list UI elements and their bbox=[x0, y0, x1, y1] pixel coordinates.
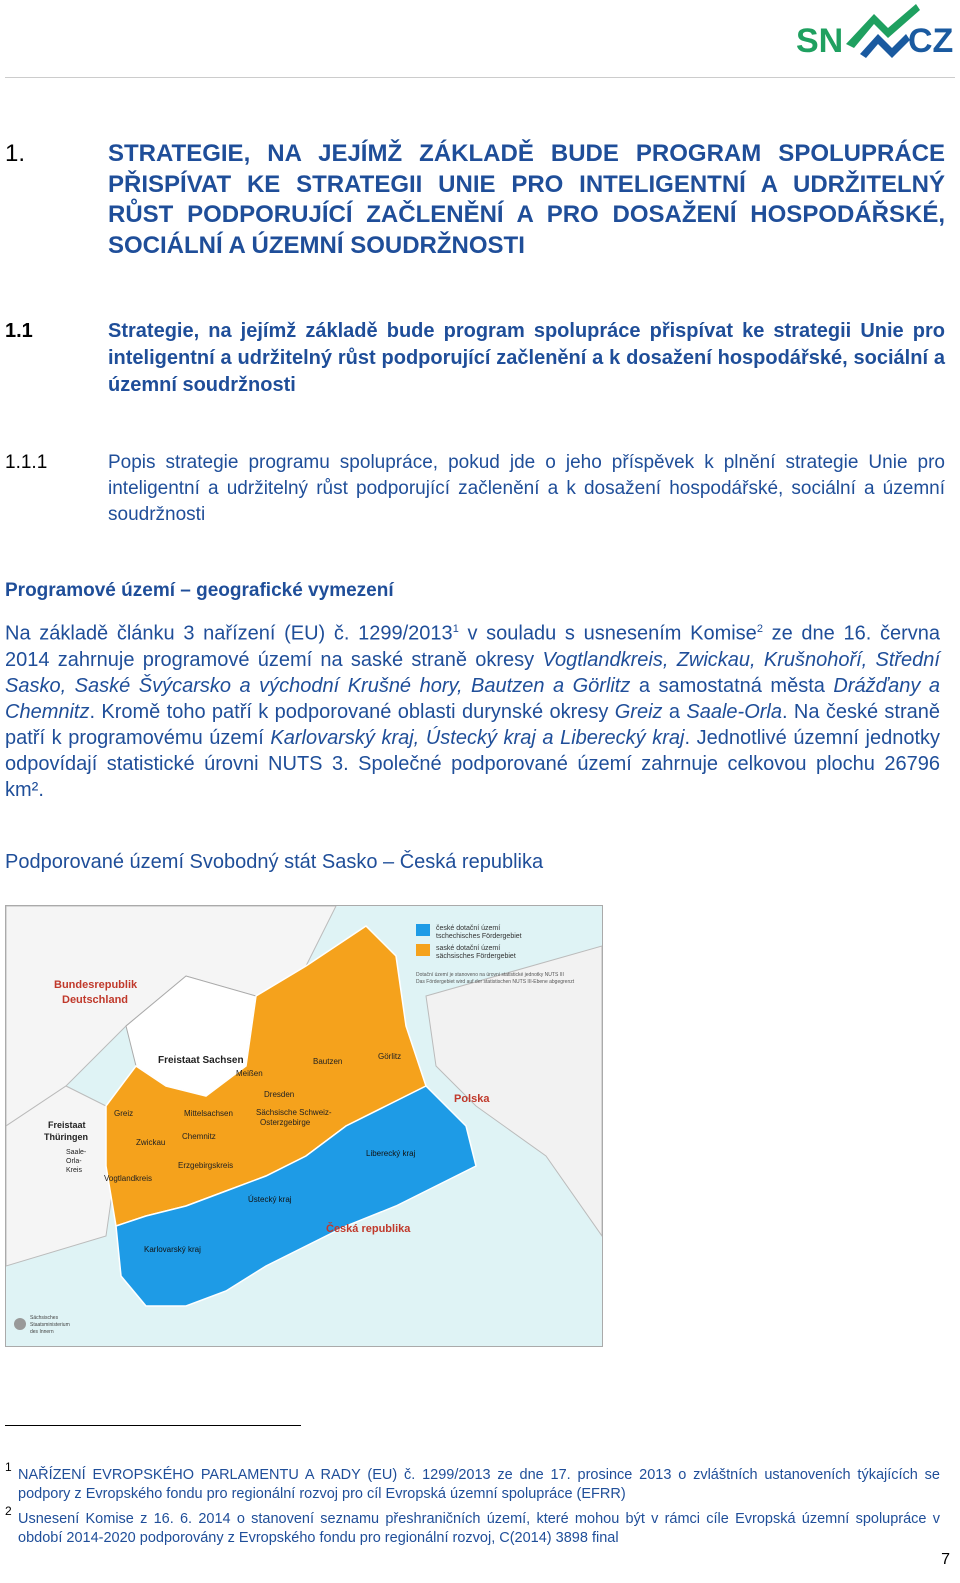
footnote-1 bbox=[5, 1460, 940, 1504]
map-credit-2: Staatsministerium bbox=[30, 1322, 70, 1328]
label-bautzen: Bautzen bbox=[313, 1057, 343, 1066]
heading-level-3 bbox=[5, 450, 945, 528]
program-area-map bbox=[5, 905, 603, 1347]
label-ustecky-kraj: Ústecký kraj bbox=[248, 1195, 292, 1204]
footnote-2 bbox=[5, 1504, 940, 1548]
footnote-ref-1[interactable]: 1 bbox=[452, 623, 459, 635]
para-text-2: v souladu s usnesením Komise bbox=[458, 622, 757, 645]
legend-note-cz: Dotační území je stanoveno na úrovni statistické jednotky NUTS III bbox=[416, 972, 564, 978]
legend-saxon-label-de: sächsisches Fördergebiet bbox=[436, 953, 516, 960]
label-czech-republic: Česká republika bbox=[326, 1223, 411, 1235]
heading-3-number: 1.1.1 bbox=[5, 452, 48, 473]
map-credit-1: Sächsisches bbox=[30, 1315, 59, 1321]
footnote-1-mark: 1 bbox=[5, 1460, 12, 1474]
para-text-4: a samostatná města bbox=[630, 674, 834, 697]
para-text-8: . Jednotlivé územní jednotky odpovídají statistické úrovni NUTS 3. Společné podporované území zahrnuje celkovou plochu 26796 km². bbox=[5, 726, 940, 801]
footnote-ref-2[interactable]: 2 bbox=[756, 623, 763, 635]
heading-2-text: Strategie, na jejímž základě bude program spolupráce přispívat ke strategii Unie pro inteligentní a udržitelný růst podporující začlenění a k dosažení hospodářské, sociální a územní soudržnosti bbox=[108, 320, 945, 396]
para-cities: Drážďany a Chemnitz bbox=[5, 674, 940, 723]
label-germany-1: Bundesrepublik bbox=[54, 979, 138, 991]
snc-logo bbox=[796, 4, 956, 66]
label-dresden: Dresden bbox=[264, 1090, 295, 1099]
legend-note-de: Das Fördergebiet wird auf der statistischen NUTS III-Ebene abgegrenzt bbox=[416, 979, 575, 985]
label-germany-2: Deutschland bbox=[62, 994, 129, 1006]
logo-sn-text: SN bbox=[796, 22, 844, 60]
map-credit-3: des Innern bbox=[30, 1329, 54, 1335]
label-thueringen-1: Freistaat bbox=[48, 1120, 86, 1130]
label-freistaat-sachsen: Freistaat Sachsen bbox=[158, 1055, 244, 1066]
label-vogtlandkreis: Vogtlandkreis bbox=[104, 1174, 153, 1183]
label-chemnitz: Chemnitz bbox=[182, 1132, 216, 1141]
heading-2-number: 1.1 bbox=[5, 320, 33, 342]
legend-czech-label: české dotační území bbox=[436, 925, 501, 932]
label-thueringen-2: Thüringen bbox=[44, 1132, 88, 1142]
label-goerlitz: Görlitz bbox=[378, 1052, 402, 1061]
label-saale-1: Saale- bbox=[66, 1149, 87, 1156]
para-text-1: Na základě článku 3 nařízení (EU) č. 1299/2013 bbox=[5, 622, 453, 645]
label-ssw-1: Sächsische Schweiz- bbox=[256, 1108, 332, 1117]
header-divider bbox=[5, 77, 955, 78]
para-text-6: a bbox=[662, 700, 687, 723]
subheading-program-area: Programové území – geografické vymezení bbox=[5, 580, 394, 601]
heading-level-1 bbox=[5, 139, 945, 261]
label-liberecky-kraj: Liberecký kraj bbox=[366, 1149, 416, 1158]
label-zwickau: Zwickau bbox=[136, 1138, 166, 1147]
label-mittelsachsen: Mittelsachsen bbox=[184, 1109, 233, 1118]
para-saxon-districts: Vogtlandkreis, Zwickau, Krušnohoří, Střední Sasko, Saské Švýcarsko a východní Krušné hory, Bautzen a Görlitz bbox=[5, 648, 940, 697]
para-text-7: . Na české straně patří k programovému území bbox=[5, 700, 941, 749]
footnote-divider bbox=[5, 1425, 301, 1426]
label-erzgebirgskreis: Erzgebirgskreis bbox=[178, 1161, 234, 1170]
label-karlovarsky-kraj: Karlovarský kraj bbox=[144, 1245, 201, 1254]
logo-cz-text: CZ bbox=[908, 22, 954, 60]
label-greiz: Greiz bbox=[114, 1109, 134, 1118]
footnote-1-text: NAŘÍZENÍ EVROPSKÉHO PARLAMENTU A RADY (EU) č. 1299/2013 ze dne 17. prosince 2013 o zvláštních ustanoveních týkajících se podpory z Evropského fondu pro regionální rozvoj pro cíl Evropská územní spolupráce (EFRR) bbox=[18, 1467, 940, 1502]
heading-1-number: 1. bbox=[5, 140, 26, 167]
heading-level-2 bbox=[5, 318, 945, 399]
heading-3-text: Popis strategie programu spolupráce, pokud jde o jeho příspěvek k plnění strategie Unie pro inteligentní a udržitelný růst podporující začlenění a k dosažení hospodářské, sociální a územní soudržnosti bbox=[108, 452, 945, 525]
footnote-2-text: Usnesení Komise z 16. 6. 2014 o stanovení seznamu přeshraničních území, které mohou být v rámci cíle Evropská územní spolupráce v období 2014-2020 podporovány z Evropského fondu pro regionální rozvoj, C(2014) 3898 final bbox=[18, 1511, 940, 1546]
heading-1-text: STRATEGIE, NA JEJÍMŽ ZÁKLADĚ BUDE PROGRAM SPOLUPRÁCE PŘISPÍVAT KE STRATEGII UNIE PRO INTELIGENTNÍ A UDRŽITELNÝ RŮST PODPORUJÍCÍ ZAČLENĚNÍ A PRO DOSAŽENÍ HOSPODÁŘSKÉ, SOCIÁLNÍ A ÚZEMNÍ SOUDRŽNOSTI bbox=[108, 140, 945, 259]
para-greiz: Greiz bbox=[614, 700, 663, 723]
para-saale-orla: Saale-Orla bbox=[686, 700, 782, 723]
label-meissen: Meißen bbox=[236, 1069, 263, 1078]
legend-czech-label-de: tschechisches Fördergebiet bbox=[436, 933, 522, 940]
label-ssw-2: Osterzgebirge bbox=[260, 1118, 311, 1127]
page-number: 7 bbox=[941, 1551, 950, 1568]
para-czech-regions: Karlovarský kraj, Ústecký kraj a Liberecký kraj bbox=[270, 726, 685, 749]
legend-saxon-label: saské dotační území bbox=[436, 945, 501, 952]
para-text-5: . Kromě toho patří k podporované oblasti durynské okresy bbox=[89, 700, 615, 723]
label-saale-3: Kreis bbox=[66, 1167, 82, 1174]
footnote-2-mark: 2 bbox=[5, 1504, 12, 1518]
label-poland: Polska bbox=[454, 1093, 490, 1105]
map-caption: Podporované území Svobodný stát Sasko – Česká republika bbox=[5, 851, 544, 873]
label-saale-2: Orla- bbox=[66, 1158, 82, 1165]
body-paragraph bbox=[5, 616, 940, 803]
para-text-3: ze dne 16. června 2014 zahrnuje programové území na saské straně okresy bbox=[5, 622, 940, 671]
